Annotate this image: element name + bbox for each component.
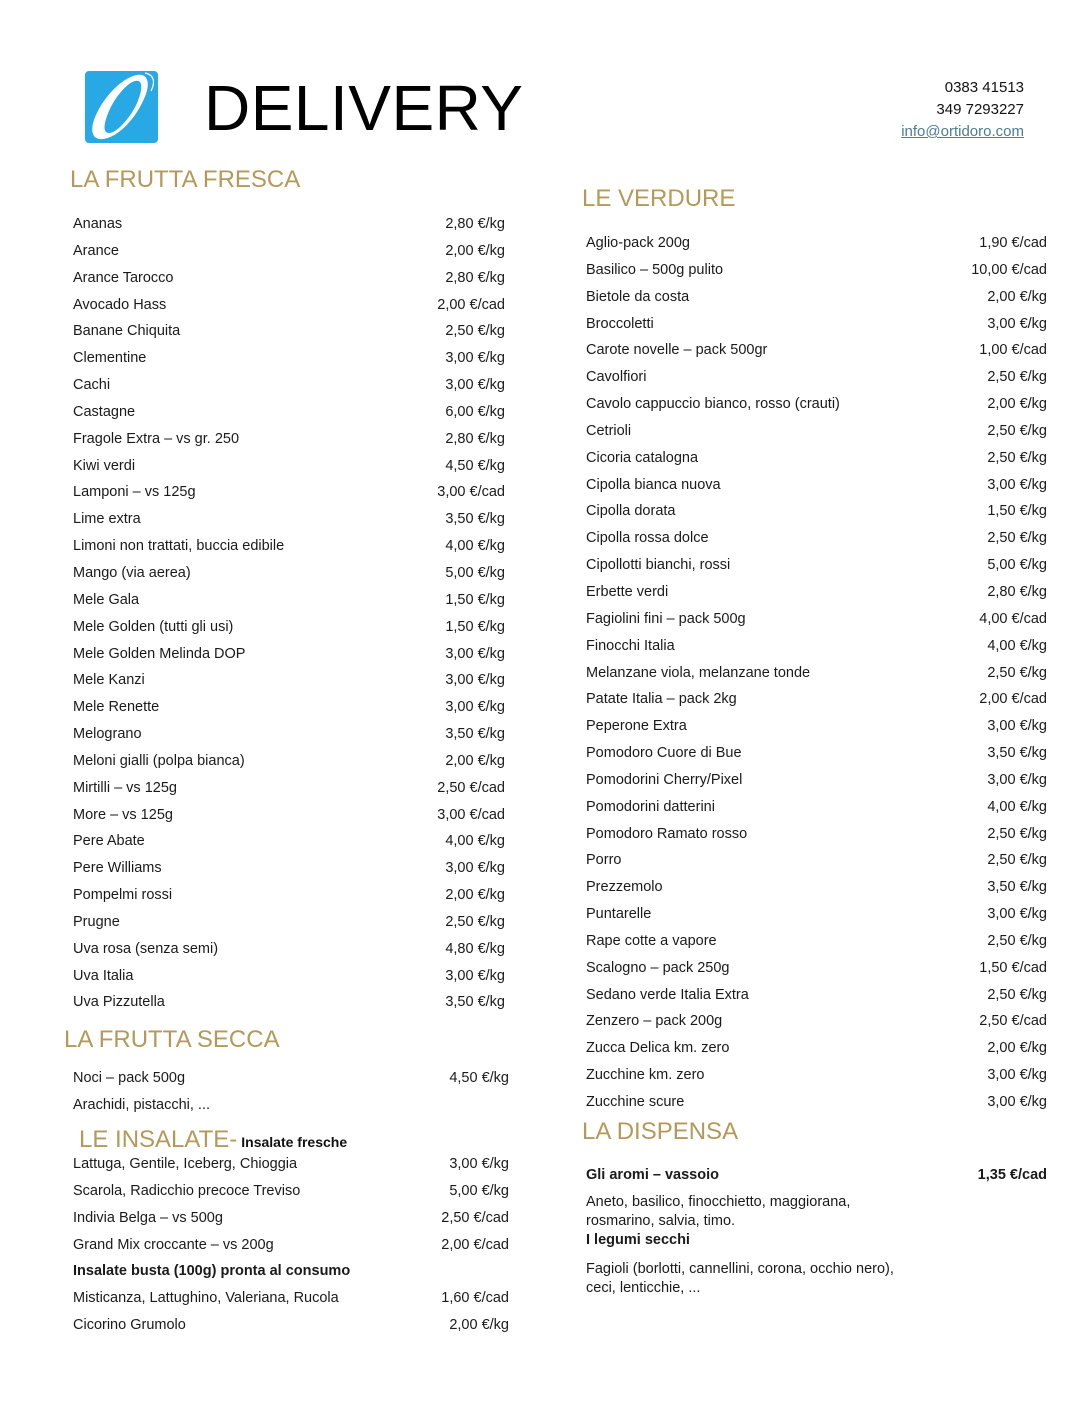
item-name: Cetrioli: [586, 422, 632, 439]
item-price: 2,00 €/kg: [987, 396, 1047, 413]
item-price: 2,00 €/kg: [445, 242, 505, 259]
item-name: Pere Williams: [73, 860, 162, 877]
price-row: [73, 1312, 509, 1339]
item-name: Cipolla bianca nuova: [586, 476, 721, 493]
section-title-verdure: LE VERDURE: [582, 185, 736, 212]
item-price: 2,80 €/kg: [987, 583, 1047, 600]
price-row: [586, 364, 1047, 391]
price-row: [73, 560, 505, 587]
item-name: Banane Chiquita: [73, 323, 181, 340]
item-name: Fagiolini fini – pack 500g: [586, 610, 746, 627]
price-row: [586, 686, 1047, 713]
item-name: Mele Golden Melinda DOP: [73, 645, 246, 662]
price-row: [586, 337, 1047, 364]
price-row: [586, 1089, 1047, 1116]
item-price: 3,00 €/kg: [987, 771, 1047, 788]
item-price: 3,00 €/kg: [445, 672, 505, 689]
price-row: [586, 955, 1047, 982]
email-link[interactable]: info@ortidoro.com: [901, 123, 1024, 140]
item-name: Pompelmi rossi: [73, 887, 173, 904]
item-price: 2,50 €/cad: [441, 1209, 509, 1226]
price-row: [73, 479, 505, 506]
price-row: [73, 1178, 509, 1205]
aromi-price: 1,35 €/cad: [977, 1167, 1047, 1183]
item-price: 2,50 €/kg: [445, 323, 505, 340]
item-price: 3,50 €/kg: [987, 745, 1047, 762]
item-name: Fragole Extra – vs gr. 250: [73, 430, 240, 447]
item-name: Pomodorini datterini: [586, 798, 715, 815]
item-price: 3,00 €/kg: [445, 860, 505, 877]
price-row: [586, 874, 1047, 901]
price-row: [73, 936, 505, 963]
item-name: Melanzane viola, melanzane tonde: [586, 664, 811, 681]
aromi-desc-line: Aneto, basilico, finocchietto, maggiorana,: [586, 1194, 851, 1210]
price-row: [586, 498, 1047, 525]
phone-landline: 0383 41513: [944, 79, 1024, 96]
item-name: Arachidi, pistacchi, ...: [73, 1096, 210, 1113]
item-name: Cicoria catalogna: [586, 449, 699, 466]
item-price: 2,50 €/kg: [987, 422, 1047, 439]
item-price: 2,00 €/kg: [987, 1040, 1047, 1057]
item-name: Mele Renette: [73, 699, 160, 716]
item-name: Uva rosa (senza semi): [73, 940, 219, 957]
contact-info: [901, 77, 1024, 143]
price-row: [73, 694, 505, 721]
section-title-dispensa: LA DISPENSA: [582, 1118, 739, 1145]
price-row: [586, 767, 1047, 794]
item-price: 2,80 €/kg: [445, 216, 505, 232]
item-name: Pomodorini Cherry/Pixel: [586, 771, 743, 788]
price-row: [586, 525, 1047, 552]
item-price: 4,00 €/kg: [445, 538, 505, 555]
aromi-description: [586, 1193, 850, 1250]
price-row: [73, 426, 505, 453]
item-price: 3,00 €/kg: [445, 967, 505, 984]
price-row: [586, 740, 1047, 767]
item-price: 2,80 €/kg: [445, 269, 505, 286]
item-price: 2,00 €/cad: [437, 296, 505, 313]
price-row: [73, 399, 505, 426]
item-price: 2,50 €/kg: [987, 449, 1047, 466]
item-price: 3,00 €/kg: [987, 1094, 1047, 1110]
insalate-subtitle: Insalate fresche: [241, 1134, 348, 1150]
price-row: [73, 963, 505, 990]
item-name: Basilico – 500g pulito: [586, 261, 724, 278]
legumi-description: [586, 1260, 894, 1298]
price-row: [586, 284, 1047, 311]
price-row: [586, 606, 1047, 633]
price-row: [73, 1092, 509, 1119]
legumi-label: I legumi secchi: [586, 1232, 690, 1248]
item-price: 2,50 €/kg: [987, 825, 1047, 842]
price-row: [586, 311, 1047, 338]
item-name: Mirtilli – vs 125g: [73, 779, 177, 796]
item-name: Cavolo cappuccio bianco, rosso (crauti): [586, 396, 840, 413]
item-name: Grand Mix croccante – vs 200g: [73, 1236, 274, 1253]
item-price: 2,50 €/kg: [987, 530, 1047, 547]
item-price: 1,50 €/kg: [987, 503, 1047, 520]
item-price: 2,50 €/kg: [987, 664, 1047, 681]
item-price: 1,50 €/kg: [445, 618, 505, 635]
price-row: [73, 292, 505, 319]
item-name: Pere Abate: [73, 833, 145, 850]
item-price: 1,00 €/cad: [979, 342, 1047, 359]
item-name: Indivia Belga – vs 500g: [73, 1209, 223, 1226]
item-price: 3,50 €/kg: [445, 726, 505, 743]
item-price: 2,50 €/cad: [437, 779, 505, 796]
brand-logo: [85, 71, 158, 143]
price-row: [73, 855, 505, 882]
item-name: Pomodoro Ramato rosso: [586, 825, 748, 842]
item-name: Zucca Delica km. zero: [586, 1040, 730, 1057]
item-price: 1,50 €/kg: [445, 591, 505, 608]
price-row: [73, 721, 505, 748]
item-price: 3,00 €/kg: [987, 718, 1047, 735]
item-name: Arance Tarocco: [73, 269, 174, 286]
item-name: Broccoletti: [586, 315, 654, 332]
item-price: 10,00 €/cad: [971, 261, 1047, 278]
price-row: [73, 453, 505, 480]
verdure-list: [586, 230, 1047, 1116]
item-price: 3,00 €/kg: [445, 645, 505, 662]
aromi-label: Gli aromi – vassoio: [586, 1167, 719, 1183]
item-name: Porro: [586, 852, 622, 869]
item-name: Zenzero – pack 200g: [586, 1013, 723, 1030]
item-name: Noci – pack 500g: [73, 1070, 186, 1086]
item-price: 3,50 €/kg: [987, 879, 1047, 896]
page-title: DELIVERY: [204, 72, 524, 144]
item-price: 4,80 €/kg: [445, 940, 505, 957]
item-name: Peperone Extra: [586, 718, 687, 735]
price-row: [586, 847, 1047, 874]
section-title-frutta-secca: LA FRUTTA SECCA: [64, 1026, 280, 1053]
item-name: Limoni non trattati, buccia edibile: [73, 538, 285, 555]
price-row: [586, 901, 1047, 928]
item-name: Mele Kanzi: [73, 672, 145, 689]
price-row: [73, 989, 505, 1016]
logo-o-icon: [85, 71, 158, 143]
item-price: 5,00 €/kg: [987, 557, 1047, 574]
price-row: [73, 775, 505, 802]
price-row: [73, 587, 505, 614]
item-name: More – vs 125g: [73, 806, 173, 823]
price-row: [73, 828, 505, 855]
item-price: 3,00 €/cad: [437, 484, 505, 501]
item-price: 3,00 €/kg: [445, 350, 505, 367]
item-price: 5,00 €/kg: [449, 1182, 509, 1199]
item-price: 3,00 €/kg: [445, 699, 505, 716]
price-row: [586, 257, 1047, 284]
item-name: Uva Pizzutella: [73, 994, 165, 1011]
item-price: 3,50 €/kg: [445, 994, 505, 1011]
item-name: Bietole da costa: [586, 288, 690, 305]
item-name: Patate Italia – pack 2kg: [586, 691, 737, 708]
item-name: Lamponi – vs 125g: [73, 484, 196, 501]
item-name: Avocado Hass: [73, 296, 167, 313]
item-price: 1,60 €/cad: [441, 1290, 509, 1306]
price-row: [73, 748, 505, 775]
item-name: Cipolla rossa dolce: [586, 530, 709, 547]
item-name: Cipolla dorata: [586, 503, 676, 520]
aromi-desc-line: rosmarino, salvia, timo.: [586, 1213, 736, 1229]
item-price: 3,50 €/kg: [445, 511, 505, 528]
item-name: Pomodoro Cuore di Bue: [586, 745, 742, 762]
item-name: Scalogno – pack 250g: [586, 959, 730, 976]
price-row: [586, 230, 1047, 257]
section-title-frutta-fresca: LA FRUTTA FRESCA: [70, 166, 301, 193]
price-row: [73, 265, 505, 292]
item-name: Erbette verdi: [586, 583, 669, 600]
price-row: [586, 418, 1047, 445]
price-row: [586, 928, 1047, 955]
price-row: [586, 713, 1047, 740]
phone-mobile: 349 7293227: [936, 101, 1024, 118]
frutta-fresca-list: [73, 211, 505, 1016]
item-price: 1,50 €/cad: [979, 959, 1047, 976]
price-row: [586, 445, 1047, 472]
item-price: 4,00 €/cad: [979, 610, 1047, 627]
insalate-busta-heading: [73, 1258, 350, 1285]
item-name: Mele Golden (tutti gli usi): [73, 618, 234, 635]
item-price: 5,00 €/kg: [445, 564, 505, 581]
item-name: Melograno: [73, 726, 142, 743]
item-price: 4,50 €/kg: [449, 1070, 509, 1086]
item-price: 2,00 €/kg: [449, 1316, 509, 1333]
item-name: Prezzemolo: [586, 879, 663, 896]
insalate-busta-list: [73, 1285, 509, 1339]
item-price: 2,00 €/kg: [445, 752, 505, 769]
item-price: 3,00 €/kg: [987, 476, 1047, 493]
insalate-list: [73, 1151, 509, 1258]
item-price: 2,50 €/kg: [445, 913, 505, 930]
item-name: Lime extra: [73, 511, 141, 528]
item-name: Rape cotte a vapore: [586, 932, 717, 949]
item-name: Cipollotti bianchi, rossi: [586, 557, 731, 574]
item-name: Mango (via aerea): [73, 564, 191, 581]
item-name: Finocchi Italia: [586, 637, 675, 654]
item-name: Clementine: [73, 350, 147, 367]
price-row: [586, 391, 1047, 418]
item-name: Meloni gialli (polpa bianca): [73, 752, 245, 769]
item-price: 2,50 €/kg: [987, 369, 1047, 386]
item-price: 3,00 €/kg: [987, 1067, 1047, 1084]
price-row: [586, 579, 1047, 606]
price-row: [73, 1151, 509, 1178]
price-row: [73, 1285, 509, 1312]
item-price: 2,50 €/kg: [987, 986, 1047, 1003]
price-row: [73, 372, 505, 399]
price-row: [73, 909, 505, 936]
item-price: 3,00 €/kg: [987, 906, 1047, 923]
price-row: [73, 1065, 509, 1092]
item-name: Scarola, Radicchio precoce Treviso: [73, 1182, 301, 1199]
legumi-desc-line: Fagioli (borlotti, cannellini, corona, occhio nero),: [586, 1261, 894, 1277]
insalate-busta-heading-text: Insalate busta (100g) pronta al consumo: [73, 1263, 351, 1279]
price-row: [73, 1232, 509, 1259]
item-price: 2,50 €/cad: [979, 1013, 1047, 1030]
price-row: [586, 1062, 1047, 1089]
item-name: Puntarelle: [586, 906, 652, 923]
item-name: Uva Italia: [73, 967, 134, 984]
item-name: Lattuga, Gentile, Iceberg, Chioggia: [73, 1156, 298, 1172]
item-price: 2,00 €/kg: [445, 887, 505, 904]
price-row: [73, 667, 505, 694]
item-name: Mele Gala: [73, 591, 140, 608]
item-price: 3,00 €/kg: [987, 315, 1047, 332]
item-name: Ananas: [73, 216, 123, 232]
insalate-title: LE INSALATE-: [79, 1126, 238, 1153]
price-row: [73, 345, 505, 372]
frutta-secca-list: [73, 1065, 509, 1119]
item-price: 1,90 €/cad: [979, 235, 1047, 251]
price-row: [73, 506, 505, 533]
item-name: Cavolfiori: [586, 369, 647, 386]
legumi-desc-line: ceci, lenticchie, ...: [586, 1280, 701, 1296]
price-row: [586, 982, 1047, 1009]
item-name: Kiwi verdi: [73, 457, 136, 474]
item-name: Cicorino Grumolo: [73, 1316, 186, 1333]
item-price: 2,00 €/cad: [979, 691, 1047, 708]
price-row: [586, 794, 1047, 821]
item-price: 4,50 €/kg: [445, 457, 505, 474]
price-row: [586, 1035, 1047, 1062]
price-row: [73, 614, 505, 641]
item-price: 4,00 €/kg: [987, 637, 1047, 654]
price-row: [73, 882, 505, 909]
item-name: Cachi: [73, 377, 111, 394]
price-row: [73, 238, 505, 265]
item-price: 6,00 €/kg: [445, 403, 505, 420]
item-price: 2,00 €/kg: [987, 288, 1047, 305]
price-row: [73, 533, 505, 560]
item-name: Zucchine km. zero: [586, 1067, 705, 1084]
price-row: [73, 802, 505, 829]
item-price: 2,80 €/kg: [445, 430, 505, 447]
price-row: [586, 821, 1047, 848]
item-price: 3,00 €/kg: [445, 377, 505, 394]
item-name: Arance: [73, 242, 119, 259]
item-price: 2,50 €/kg: [987, 852, 1047, 869]
item-price: 3,00 €/cad: [437, 806, 505, 823]
item-name: Castagne: [73, 403, 136, 420]
item-price: 4,00 €/kg: [445, 833, 505, 850]
price-row: [586, 472, 1047, 499]
price-row: [73, 211, 505, 238]
price-row: [73, 1205, 509, 1232]
item-name: Aglio-pack 200g: [586, 235, 690, 251]
price-row: [73, 318, 505, 345]
price-row: [73, 641, 505, 668]
item-name: Sedano verde Italia Extra: [586, 986, 749, 1003]
item-price: 2,50 €/kg: [987, 932, 1047, 949]
price-row: [586, 552, 1047, 579]
dispensa-aromi: [586, 1162, 1047, 1189]
price-row: [586, 1008, 1047, 1035]
item-price: 2,00 €/cad: [441, 1236, 509, 1253]
item-name: Misticanza, Lattughino, Valeriana, Rucola: [73, 1290, 339, 1306]
price-row: [586, 633, 1047, 660]
item-name: Carote novelle – pack 500gr: [586, 342, 768, 359]
item-price: 4,00 €/kg: [987, 798, 1047, 815]
item-name: Zucchine scure: [586, 1094, 685, 1110]
item-price: 3,00 €/kg: [449, 1156, 509, 1172]
price-row: [586, 660, 1047, 687]
item-name: Prugne: [73, 913, 120, 930]
